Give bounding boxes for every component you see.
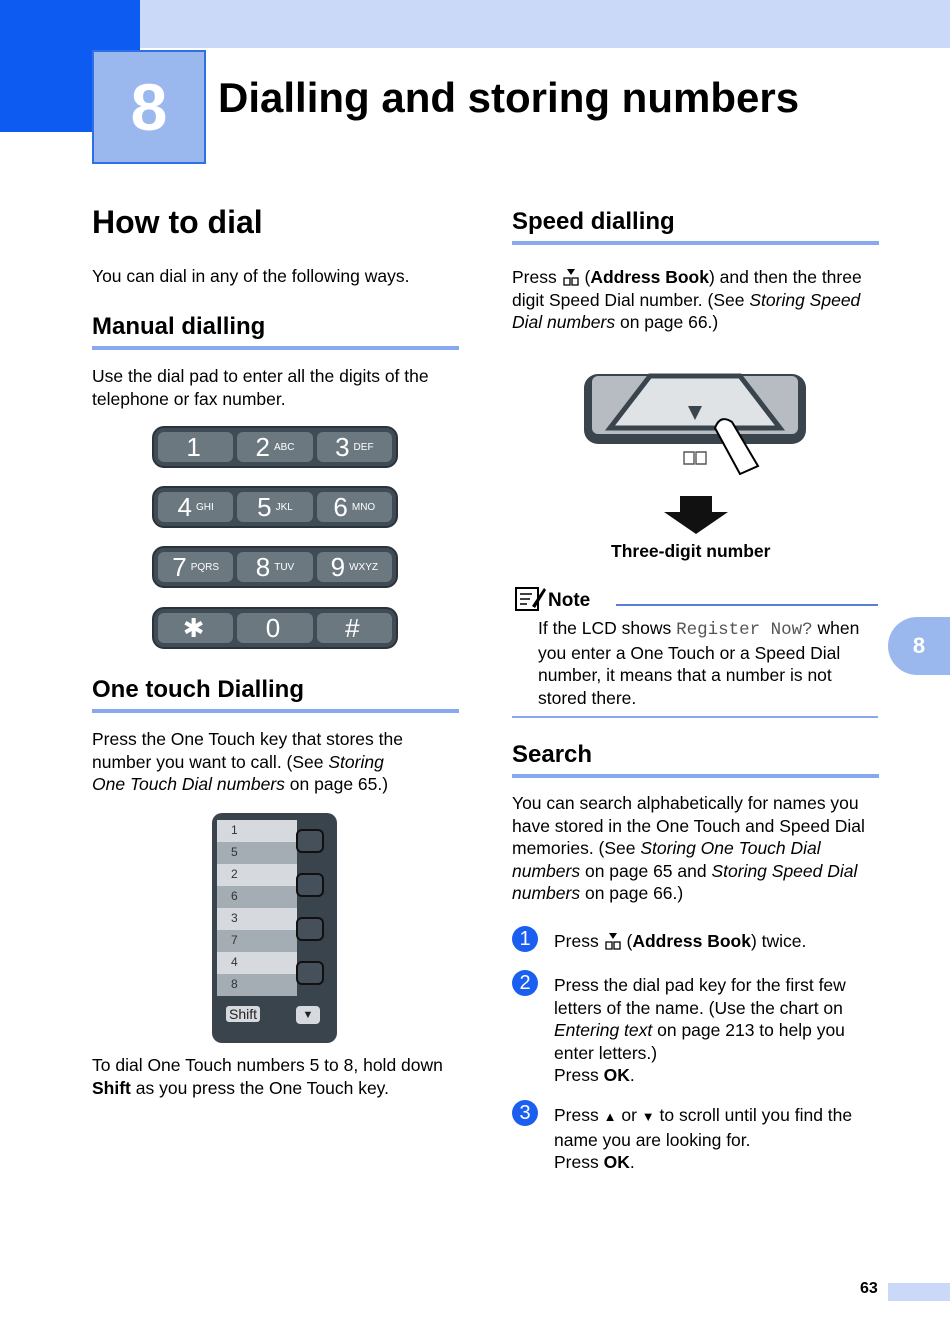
three-digit-caption: Three-digit number [611,541,771,561]
shift-key[interactable]: Shift [226,1006,260,1022]
dial-pad-row [152,426,398,468]
section-rule [92,709,459,713]
key-5[interactable]: 5 JKL [237,492,312,522]
manual-dialling-heading: Manual dialling [92,313,266,340]
up-arrow-icon: ▲ [603,1109,617,1124]
key-2[interactable]: 2 ABC [237,432,312,462]
chapter-side-tab: 8 [888,617,950,675]
manual-dialling-text: Use the dial pad to enter all the digits of the telephone or fax number. [92,366,429,409]
note-text: If the LCD shows Register Now? when you enter a One Touch or a Speed Dial number, it means that a number is not stored there. [538,618,860,708]
key-8[interactable]: 8 TUV [237,552,312,582]
address-book-icon [604,932,622,950]
note-label: Note [548,590,591,611]
section-rule [512,241,879,245]
dial-pad-row [152,486,398,528]
key-3[interactable]: 3 DEF [317,432,392,462]
note-icon [514,584,546,612]
search-heading: Search [512,741,593,768]
how-to-dial-intro: You can dial in any of the following ways. [92,266,410,286]
search-text: You can search alphabetically for names you have stored in the One Touch and Speed Dial memories. (See Storing One Touch Dial numbers on page 65 and Storing Speed Dial numbers on page 66.) [512,793,865,903]
one-touch-key[interactable] [296,873,324,897]
one-touch-key[interactable] [296,961,324,985]
step-number: 1 [512,926,538,952]
one-touch-label: 1 [217,820,297,842]
step-1-text: Press (Address Book) twice. [554,931,807,951]
key-4[interactable]: 4 GHI [158,492,233,522]
header-band [140,0,950,48]
step-number: 3 [512,1100,538,1126]
how-to-dial-heading: How to dial [92,204,263,240]
one-touch-after-text: To dial One Touch numbers 5 to 8, hold down Shift as you press the One Touch key. [92,1055,443,1098]
key-6[interactable]: 6 MNO [317,492,392,522]
one-touch-text: Press the One Touch key that stores the number you want to call. (See Storing One Touch Dial numbers on page 65.) [92,729,403,794]
one-touch-label: 7 [217,930,297,952]
dial-pad-row [152,607,398,649]
one-touch-label: 6 [217,886,297,908]
speed-dialling-text: Press (Address Book) and then the three digit Speed Dial number. (See Storing Speed Dial numbers on page 66.) [512,267,862,332]
key-7[interactable]: 7 PQRS [158,552,233,582]
step-number: 2 [512,970,538,996]
one-touch-panel [212,813,337,1043]
one-touch-label: 3 [217,908,297,930]
one-touch-label: 8 [217,974,297,996]
chapter-number: 8 [92,50,206,164]
page-number: 63 [860,1280,878,1297]
key-0[interactable]: 0 [237,613,312,643]
address-book-key-illustration [580,370,810,540]
section-rule [512,774,879,778]
one-touch-key[interactable] [296,917,324,941]
speed-dialling-heading: Speed dialling [512,208,675,235]
step-2-text: Press the dial pad key for the first few letters of the name. (Use the chart on Entering text on page 213 to help you enter letters.) Press OK. [554,975,846,1085]
note-rule [616,604,878,606]
chapter-title: Dialling and storing numbers [218,74,800,121]
key-1[interactable]: 1 [158,432,233,462]
key-star[interactable]: ✱ [158,613,233,643]
key-9[interactable]: 9 WXYZ [317,552,392,582]
one-touch-label: 4 [217,952,297,974]
note-bottom-rule [512,716,878,718]
page-number-bar [888,1283,950,1301]
address-book-icon [562,268,580,286]
step-3-text: Press ▲ or ▼ to scroll until you find the name you are looking for. Press OK. [554,1105,853,1172]
dial-pad-row [152,546,398,588]
key-hash[interactable]: # [317,613,392,643]
section-rule [92,346,459,350]
one-touch-label: 2 [217,864,297,886]
one-touch-label: 5 [217,842,297,864]
down-arrow-icon: ▼ [641,1109,655,1124]
address-book-key[interactable]: ▼ [296,1006,320,1024]
one-touch-key[interactable] [296,829,324,853]
one-touch-heading: One touch Dialling [92,676,305,703]
